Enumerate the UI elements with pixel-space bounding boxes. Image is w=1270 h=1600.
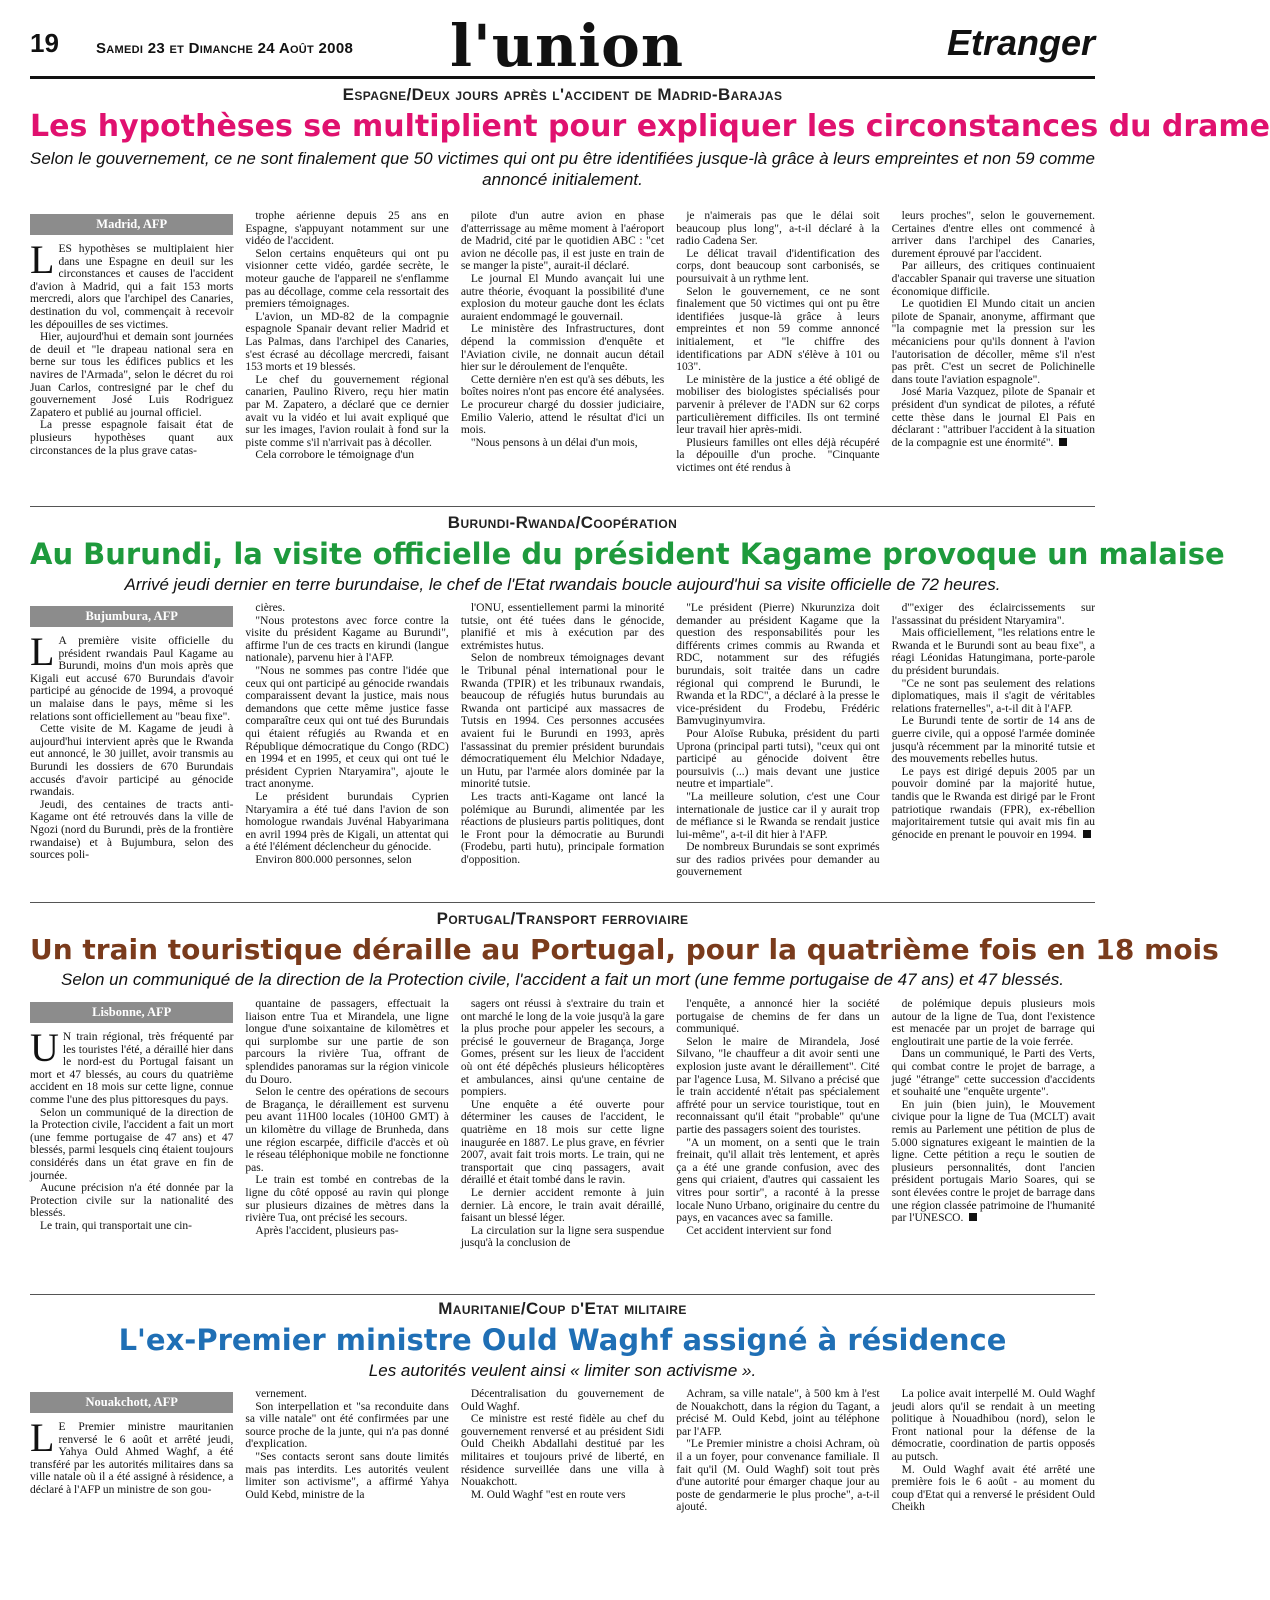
paragraph (30, 237, 234, 331)
paragraph (461, 1489, 664, 1502)
paragraph (892, 766, 1095, 842)
paragraph (676, 1438, 879, 1514)
paragraph (461, 374, 664, 437)
dateline: Nouakchott, AFP (30, 1392, 233, 1413)
article-column (461, 1388, 664, 1588)
article-column (676, 210, 879, 502)
paragraph (30, 799, 233, 862)
paragraph (892, 210, 1095, 260)
paragraph (245, 665, 448, 791)
paragraph-text: vernement. (255, 1388, 307, 1400)
paragraph-text: Cet accident intervient sur fond (686, 1224, 832, 1237)
paragraph (676, 728, 879, 791)
paragraph-text: Environ 800.000 personnes, selon (255, 853, 412, 866)
paragraph-text: Le Burundi tente de sortir de 14 ans de guerre civile, qui a opposé l'armée dominée jusqu'à récemment par la minorité tutsie et des mouvements rebelles hutus. (891, 715, 1096, 766)
paragraph (245, 1174, 448, 1224)
article-column (892, 602, 1095, 898)
paragraph-text: A première visite officielle du président rwandais Paul Kagame au Burundi, moins d'un mois après que Kigali eut accusé 670 Burundais d'avoir participé au génocide de 1994, a provoqué un malaise dans le pays, même si les relations sont officiellement au "beau fixe". (30, 635, 234, 723)
paragraph (461, 998, 664, 1099)
paragraph-text: Le quotidien El Mundo citait un ancien pilote de Spanair, anonyme, affirmant que "la compagnie met la pression sur les mécaniciens pour qu'ils donnent à l'avion l'autorisation de décoller, même s'il n'est pas prêt. C'est un secret de Polichinelle dans toute l'aviation espagnole". (891, 298, 1096, 386)
article-column (892, 998, 1095, 1290)
paragraph-text: Une enquête a été ouverte pour déterminer les causes de l'accident, le quatrième en 18 mois sur cette ligne inaugurée en 1887. Le plus grave, en février 2007, avait fait trois morts. Le train, qui ne transportait que cinq passagers, avait déraillé et était tombé dans le ravin. (460, 1098, 665, 1187)
paragraph-text: "Le président (Pierre) Nkurunziza doit demander au président Kagame que la question des responsabilités pour les différents crimes commis au Rwanda et RDC, notamment sur des réfugiés burundais, soit traitée dans un cadre régional qui comprend le Burundi, le Rwanda et la RDC", a déclaré à la presse le vice-président du Frodebu, Frédéric Bamvuginyumvira. (676, 602, 880, 728)
drop-cap: U (30, 1025, 59, 1070)
paragraph-text: Achram, sa ville natale", à 500 km à l'est de Nouakchott, dans la région du Tagant, a précisé M. Ould Kebd, joint au téléphone par l'AFP. (676, 1388, 880, 1438)
paragraph (30, 1415, 234, 1497)
article-headline: Les hypothèses se multiplient pour expliquer les circonstances du drame (30, 109, 1270, 144)
paragraph-text: Le chef du gouvernement régional canarien, Paulino Rivero, reçu hier matin par M. Zapatero, a déclaré que ce dernier avait vu la vidéo et lui avait expliqué que sur les images, l'avion roulait à fond sur la piste comme s'il n'arrivait pas à décoller. (245, 373, 449, 449)
article-columns (30, 210, 1095, 502)
paragraph-text: "Ses contacts seront sans doute limités mais pas interdits. Les autorités veulent limiter son activisme", a affirmé Yahya Ould Kebd, ministre de la (245, 1450, 449, 1501)
paragraph-text: Selon certains enquêteurs qui ont pu visionner cette vidéo, gardée secrète, le moteur gauche de l'appareil ne s'enflamme pas au décollage, comme cela ressortait des premiers témoignages. (245, 247, 449, 311)
paragraph (245, 1388, 448, 1401)
paragraph (30, 723, 233, 799)
end-of-article-icon (1083, 830, 1091, 838)
paragraph (245, 311, 448, 374)
paragraph-text: José Maria Vazquez, pilote de Spanair et président d'un syndicat de pilotes, a réfuté cette thèse dans le journal El Pais en déclarant : "attribuer l'accident à la situation de la compagnie est une énormité". (891, 386, 1096, 449)
article-column (30, 1388, 233, 1588)
paragraph-text: La presse espagnole faisait état de plusieurs hypothèses quant aux circonstances de la plus grave catas- (30, 419, 234, 457)
paragraph-text: sagers ont réussi à s'extraire du train et ont marché le long de la voie jusqu'à la gare la plus proche pour appeler les secours, a précisé le gouverneur de Bragança, Jorge Gomes, présent sur les lieux de l'accident où ont été dépêchés plusieurs hélicoptères et ambulances, ainsi qu'une centaine de pompiers. (460, 998, 665, 1099)
paragraph-text: l'ONU, essentiellement parmi la minorité tutsie, ont été tuées dans le génocide, planifié et mis à exécution par des extrémistes hutus. (460, 602, 665, 652)
article-headline: Un train touristique déraille au Portugal, pour la quatrième fois en 18 mois (30, 933, 1219, 966)
paragraph (245, 1451, 448, 1501)
paragraph (892, 298, 1095, 386)
paragraph-text: M. Ould Waghf avait été arrêté une première fois le 6 août - au moment du coup d'Etat qui a renversé le président Ould Cheikh (891, 1463, 1096, 1514)
paragraph (461, 1225, 664, 1250)
paragraph-text: "Nous pensons à un délai d'un mois, (470, 436, 638, 449)
paragraph (245, 374, 448, 450)
paragraph (892, 602, 1095, 627)
paragraph (676, 1137, 879, 1225)
paragraph (892, 1388, 1095, 1464)
paragraph (245, 615, 448, 665)
article-columns (30, 998, 1095, 1290)
article-standfirst: Selon un communiqué de la direction de la Protection civile, l'accident a fait un mort (une femme portugaise de 47 ans) et 47 blessés. (60, 970, 1065, 990)
masthead (30, 12, 1095, 80)
paragraph-text: M. Ould Waghf "est en route vers (470, 1488, 626, 1501)
article-column (245, 1388, 448, 1588)
paragraph-text: Plusieurs familles ont elles déjà récupéré la dépouille d'un proche. "Cinquante victimes ont été rendus à (676, 436, 880, 474)
paragraph (892, 386, 1095, 449)
paragraph (30, 1220, 233, 1233)
paragraph-text: Le délicat travail d'identification des corps, dont beaucoup sont carbonisés, se poursuivait à un rythme lent. (676, 247, 880, 285)
paragraph (676, 437, 879, 475)
paragraph (676, 374, 879, 437)
paragraph (676, 998, 879, 1036)
paragraph (461, 1187, 664, 1225)
paragraph (245, 854, 448, 867)
article-portugal-train (30, 908, 1219, 1290)
dateline: Madrid, AFP (30, 214, 233, 235)
article-standfirst: Les autorités veulent ainsi « limiter son activisme ». (368, 1361, 757, 1381)
paragraph (245, 210, 448, 248)
article-column (892, 1388, 1095, 1588)
paragraph (676, 1036, 879, 1137)
article-column (676, 602, 879, 898)
page-number: 19 (30, 28, 59, 58)
paragraph (461, 791, 664, 867)
article-kicker: Espagne/Deux jours après l'accident de Madrid-Barajas (342, 85, 783, 104)
paragraph-text: d'"exiger des éclaircissements sur l'assassinat du président Ntaryamira". (891, 602, 1096, 627)
paragraph (676, 841, 879, 879)
paragraph-text: Selon un communiqué de la direction de la Protection civile, l'accident a fait un mort (une femme portugaise de 47 ans) et 47 blessés, parmi lesquels cinq étaient toujours considérés dans un état grave en fin de journée. (30, 1106, 234, 1182)
paragraph-text: E Premier ministre mauritanien renversé le 6 août et arrêté jeudi, Yahya Ould Ahmed Waghf, a été transféré par les autorités militaires dans sa ville natale où il a été assigné à résidence, a déclaré à l'AFP un ministre de son gou- (30, 1421, 234, 1496)
paragraph (892, 260, 1095, 298)
paragraph-text: Son interpellation et "sa reconduite dans sa ville natale" ont été confirmées par une source proche de la junte, qui n'a pas donné d'explication. (245, 1400, 449, 1451)
article-separator (30, 506, 1095, 507)
paragraph-text: Pour Aloïse Rubuka, président du parti Uprona (principal parti tutsi), "ceux qui ont participé au génocide doivent être poursuivis (...) mais devant une justice neutre et impartiale". (676, 727, 880, 791)
paragraph-text: Mais officiellement, "les relations entre le Rwanda et le Burundi sont au beau fixe", a réagi Léonidas Hatungimana, porte-parole du président burundais. (891, 627, 1096, 677)
article-spain-crash (30, 84, 1270, 502)
paragraph (30, 1107, 233, 1183)
article-headline: L'ex-Premier ministre Ould Waghf assigné à résidence (118, 1323, 1007, 1357)
paragraph-text: "Nous ne sommes pas contre l'idée que ceux qui ont participé au génocide rwandais comparaissent devant la justice, mais nous demandons que cette même justice fasse comparaître ceux qui ont tué des Burundais qui étaient réfugiés au Rwanda et en République démocratique du Congo (RDC) en 1994 et en 1995, et ceux qui ont tué le président Cyprien Ntaryamira", ajoute le tract anonyme. (245, 664, 449, 791)
paragraph-text: Le ministère des Infrastructures, dont dépend la commission d'enquête et l'Aviation civile, ne donnait aucun détail hier sur le déroulement de l'enquête. (460, 323, 665, 374)
paragraph (461, 1388, 664, 1413)
paragraph-text: trophe aérienne depuis 25 ans en Espagne, s'appuyant notamment sur une vidéo de l'accident. (245, 210, 449, 248)
paragraph (245, 1086, 448, 1174)
paragraph-text: N train régional, très fréquenté par les touristes l'été, a déraillé hier dans le nord-est du Portugal faisant un mort et 47 blessés, au cours du quatrième accident en 18 mois sur cette ligne, connue comme l'une des plus pittoresques du pays. (30, 1031, 234, 1106)
paragraph (892, 627, 1095, 677)
paragraph-text: Selon le gouvernement, ce ne sont finalement que 50 victimes qui ont pu être identifiées jusque-là grâce à leurs empreintes et non 59 comme annoncé initialement, et "le chiffre des identifications par ADN s'élève à 101 ou 103". (676, 285, 880, 374)
paragraph-text: de polémique depuis plusieurs mois autour de la ligne de Tua, dont l'existence est menacée par un projet de barrage qui engloutirait une partie de la voie ferrée. (891, 998, 1096, 1048)
article-standfirst: Selon le gouvernement, ce ne sont finalement que 50 victimes qui ont pu être identifiées jusque-là grâce à leurs empreintes et non 59 comme annoncé initialement. (30, 148, 1096, 189)
paragraph-text: Jeudi, des centaines de tracts anti-Kagame ont été retrouvés dans la ville de Ngozi (nord du Burundi, près de la frontière rwandaise) et à Bujumbura, selon des sources poli- (30, 798, 234, 862)
paragraph (892, 1464, 1095, 1514)
paragraph (676, 1225, 879, 1238)
paragraph-text: Cela corrobore le témoignage d'un (255, 449, 414, 462)
article-column (30, 998, 233, 1290)
paragraph (676, 1388, 879, 1438)
drop-cap: L (30, 237, 55, 282)
article-separator (30, 1294, 1095, 1295)
paragraph (245, 998, 448, 1086)
paragraph (30, 629, 234, 723)
article-column (30, 602, 233, 898)
paragraph-text: Le journal El Mundo avançait lui une autre théorie, évoquant la possibilité d'une explosion du moteur gauche dont les éclats auraient endommagé le gouvernail. (460, 272, 665, 323)
paragraph (461, 210, 664, 273)
paragraph-text: De nombreux Burundais se sont exprimés sur des radios privées pour demander au gouvernement (676, 841, 880, 879)
article-column (245, 210, 448, 502)
paragraph (892, 1048, 1095, 1098)
paragraph (676, 248, 879, 286)
article-burundi-rwanda (30, 512, 1225, 898)
end-of-article-icon (1059, 438, 1067, 446)
article-column (676, 998, 879, 1290)
paragraph (461, 1413, 664, 1489)
paragraph (461, 273, 664, 323)
paragraph (461, 1099, 664, 1187)
article-headline: Au Burundi, la visite officielle du président Kagame provoque un malaise (30, 537, 1225, 571)
paragraph-text: quantaine de passagers, effectuait la liaison entre Tua et Mirandela, une ligne longue d'une soixantaine de kilomètres et qui surplombe sur une partie de son parcours la rivière Tua, offrant de splendides panoramas sur la région vinicole du Douro. (245, 998, 449, 1086)
article-column (461, 998, 664, 1290)
paragraph-text: Cette dernière n'en est qu'à ses débuts, les boîtes noires n'ont pas encore été analysées. Le procureur chargé du dossier judiciaire, Emilio Valerio, attend le résultat d'ici un mois. (460, 373, 665, 437)
paragraph (676, 210, 879, 248)
article-column (892, 210, 1095, 502)
paragraph (245, 1225, 448, 1238)
article-column (461, 210, 664, 502)
paragraph (461, 437, 664, 450)
paragraph-text: Le président burundais Cyprien Ntaryamira a été tué dans l'avion de son homologue rwandais Juvénal Habyarimana en avril 1994 près de Kigali, un attentat qui a été l'élément déclencheur du génocide. (245, 790, 449, 854)
paragraph-text: Selon le maire de Mirandela, José Silvano, "le chauffeur a dit avoir senti une explosion juste avant le déraillement". Cité par l'agence Lusa, M. Silvano a précisé que le train accidenté n'était pas spécialement affrété pour un service touristique, tout en reconnaissant qu'il était "probable" qu'une partie des passagers soient des touristes. (676, 1035, 880, 1136)
paragraph (245, 602, 448, 615)
paragraph-text: Les tracts anti-Kagame ont lancé la polémique au Burundi, alimentée par les réactions de plusieurs partis politiques, dont le Front pour la démocratie au Burundi (Frodebu, parti hutu), principale formation d'opposition. (460, 790, 665, 866)
paragraph (892, 998, 1095, 1048)
paragraph-text: Après l'accident, plusieurs pas- (255, 1224, 399, 1237)
article-mauritania (30, 1298, 1095, 1588)
paragraph (245, 248, 448, 311)
article-column (245, 998, 448, 1290)
article-standfirst: Arrivé jeudi dernier en terre burundaise, le chef de l'Etat rwandais boucle aujourd'hui sa visite officielle de 72 heures. (124, 575, 1001, 595)
article-column (30, 210, 233, 502)
paragraph-text: leurs proches", selon le gouvernement. Certaines d'entre elles ont commencé à arriver dans l'archipel des Canaries, durement éprouvé par l'accident. (891, 210, 1096, 260)
article-column (245, 602, 448, 898)
dateline: Bujumbura, AFP (30, 606, 233, 627)
paragraph-text: "La meilleure solution, c'est une Cour internationale de justice car il y aurait trop de méfiance si le Rwanda se rendait justice lui-même", a-t-il dit hier à l'AFP. (676, 790, 880, 841)
paragraph (30, 419, 233, 457)
paragraph (461, 602, 664, 652)
paragraph-text: "Ce ne sont pas seulement des relations diplomatiques, mais il s'agit de véritables relations fraternelles", a-t-il dit à l'AFP. (891, 677, 1096, 715)
paragraph-text: cières. (255, 602, 286, 614)
end-of-article-icon (969, 1213, 977, 1221)
paragraph (245, 791, 448, 854)
paragraph-text: Hier, aujourd'hui et demain sont journées de deuil et "le drapeau national sera en berne sur tous les édifices publics et les navires de l'Armada", selon le décret du roi Juan Carlos, contresigné par le chef du gouvernement José Luis Rodriguez Zapatero et publié au journal officiel. (30, 331, 234, 419)
paragraph-text: Dans un communiqué, le Parti des Verts, qui combat contre le projet de barrage, a jugé "étrange" cette succession d'accidents et souhaité une "enquête urgente". (891, 1048, 1096, 1099)
paragraph-text: Aucune précision n'a été donnée par la Protection civile sur la nationalité des blessés. (30, 1182, 234, 1220)
paragraph-text: Le ministère de la justice a été obligé de mobiliser des biologistes spécialisés pour parvenir à prélever de l'ADN sur 62 corps particulièrement difficiles. Ils ont terminé leur travail hier après-midi. (676, 373, 880, 437)
paragraph-text: Par ailleurs, des critiques continuaient d'accabler Spanair qui traverse une situation économique difficile. (891, 260, 1096, 298)
paragraph (245, 449, 448, 462)
paragraph-text: Ce ministre est resté fidèle au chef du gouvernement renversé et au président Sidi Ould Cheikh Abdallahi destitué par les militaires et toujours privé de liberté, en résidence surveillée dans une villa à Nouakchott. (460, 1413, 665, 1489)
article-kicker: Mauritanie/Coup d'Etat militaire (438, 1299, 687, 1318)
paragraph-text: ES hypothèses se multiplaient hier dans une Espagne en deuil sur les circonstances et causes de l'accident d'avion à Madrid, qui a fait 153 morts mercredi, alors que l'archipel des Canaries, destination du vol, commençait à recevoir les dépouilles de ses victimes. (30, 243, 234, 331)
newspaper-logo: l'union (450, 12, 685, 80)
section-title: Etranger (946, 22, 1095, 63)
dateline: Lisbonne, AFP (30, 1002, 233, 1023)
article-kicker: Burundi-Rwanda/Coopération (447, 513, 678, 532)
paragraph (30, 1025, 234, 1107)
paragraph-text: "Le Premier ministre a choisi Achram, où il a un foyer, pour convenance familiale. Il fait qu'il (M. Ould Waghf) soit tout près d'une autorité pour émarger chaque jour au poste de gendarmerie le plus proche", a-t-il ajouté. (676, 1438, 880, 1514)
paragraph-text: En juin (bien juin), le Mouvement civique pour la ligne de Tua (MCLT) avait remis au Parlement une pétition de plus de 5.000 signatures exigeant le maintien de la ligne. Cette pétition a reçu le soutien de plusieurs personnalités, dont l'ancien président portugais Mario Soares, qui se sont élevées contre le projet de barrage dans une région classée patrimoine de l'humanité par l'UNESCO. (891, 1098, 1096, 1225)
masthead-rule (30, 76, 1095, 79)
paragraph-text: L'avion, un MD-82 de la compagnie espagnole Spanair devant relier Madrid et Las Palmas, dans l'archipel des Canaries, s'est écrasé au décollage mercredi, faisant 153 morts et 19 blessés. (245, 310, 449, 374)
paragraph-text: Le train, qui transportait une cin- (40, 1219, 193, 1232)
paragraph-text: Cette visite de M. Kagame de jeudi à aujourd'hui intervient après que le Rwanda eut annoncé, le 30 juillet, avoir transmis au Burundi les dossiers de 670 Burundais accusés d'avoir participé au génocide rwandais. (30, 723, 234, 799)
paragraph-text: l'enquête, a annoncé hier la société portugaise de chemins de fer dans un communiqué. (676, 998, 880, 1036)
paragraph (892, 678, 1095, 716)
paragraph-text: "Nous protestons avec force contre la visite du président Kagame au Burundi", affirme l'un de ces tracts en kirundi (langue nationale), parvenu hier à l'AFP. (245, 614, 449, 665)
paragraph (892, 1099, 1095, 1225)
drop-cap: L (30, 1415, 55, 1460)
paragraph-text: La police avait interpellé M. Ould Waghf jeudi alors qu'il se rendait à un meeting politique à Nouadhibou (nord), selon le Front national pour la défense de la démocratie, coordination de partis opposés au putsch. (891, 1388, 1096, 1463)
drop-cap: L (30, 629, 55, 674)
paragraph (676, 286, 879, 374)
article-columns (30, 602, 1095, 898)
paragraph-text: "A un moment, on a senti que le train freinait, qu'il allait très lentement, et après ça a été une grande confusion, avec des gens qui criaient, d'autres qui cassaient les vitres pour sortir", a raconté à la presse locale Nuno Urbano, originaire du centre du pays, en vacances avec sa famille. (676, 1136, 880, 1225)
article-columns (30, 1388, 1095, 1588)
article-column (676, 1388, 879, 1588)
paragraph (30, 1182, 233, 1220)
issue-date: Samedi 23 et Dimanche 24 Août 2008 (96, 40, 354, 57)
article-column (461, 602, 664, 898)
paragraph (892, 715, 1095, 765)
paragraph (245, 1401, 448, 1451)
paragraph (30, 331, 233, 419)
paragraph (461, 652, 664, 791)
paragraph-text: Le train est tombé en contrebas de la ligne du côté opposé au ravin qui plonge sur plusieurs dizaines de mètres dans la rivière Tua, ont précisé les secours. (245, 1174, 449, 1225)
paragraph (676, 791, 879, 841)
article-kicker: Portugal/Transport ferroviaire (436, 909, 689, 928)
paragraph-text: Selon de nombreux témoignages devant le Tribunal pénal international pour le Rwanda (TPIR) et les tribunaux rwandais, beaucoup de réfugiés hutus burundais au Rwanda ont participé aux massacres de Tutsis en 1994. Ces personnes accusées avaient fui le Burundi en 1993, après l'assassinat du premier président burundais démocratiquement élu Melchior Ndadaye, un Hutu, par l'armée alors dominée par la minorité tutsie. (460, 652, 665, 791)
article-separator (30, 902, 1095, 903)
paragraph-text: Décentralisation du gouvernement de Ould Waghf. (460, 1388, 665, 1413)
paragraph-text: je n'aimerais pas que le délai soit beaucoup plus long", a-t-il déclaré à la radio Cadena Ser. (676, 210, 880, 248)
paragraph-text: Selon le centre des opérations de secours de Bragança, le déraillement est survenu peu avant 11H00 locales (10H00 GMT) à un kilomètre du village de Brunheda, dans une région escarpée, difficile d'accès et où le réseau téléphonique mobile ne fonctionne pas. (245, 1086, 449, 1174)
paragraph-text: Le pays est dirigé depuis 2005 par un pouvoir dominé par la majorité hutue, tandis que le Rwanda est dirigé par le Front patriotique rwandais (FPR), ex-rébellion majoritairement tutsie qui avait mis fin au génocide en prenant le pouvoir en 1994. (891, 765, 1096, 841)
paragraph (461, 323, 664, 373)
paragraph-text: pilote d'un autre avion en phase d'atterrissage au même moment à l'aéroport de Madrid, cité par le quotidien ABC : "cet avion ne décolle pas, il est juste en train de se manger la piste", aurait-il déclaré. (460, 210, 665, 273)
paragraph (676, 602, 879, 728)
paragraph-text: Le dernier accident remonte à juin dernier. Là encore, le train avait déraillé, faisant un blessé léger. (460, 1186, 665, 1225)
paragraph-text: La circulation sur la ligne sera suspendue jusqu'à la conclusion de (460, 1224, 665, 1250)
